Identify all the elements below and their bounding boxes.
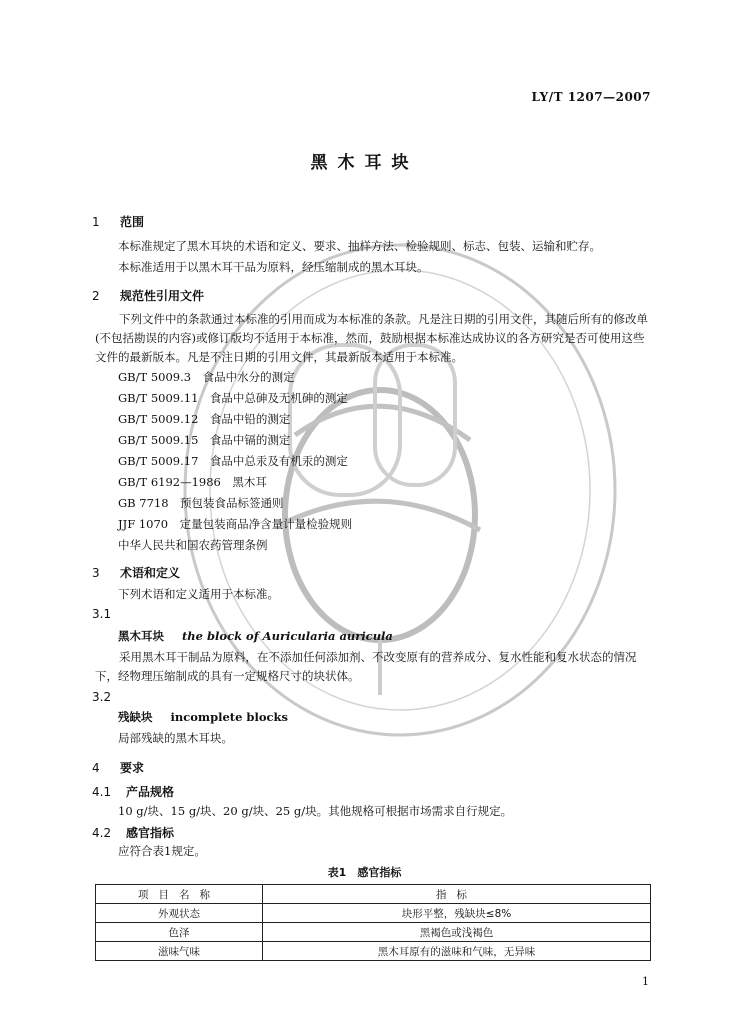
table-header-row xyxy=(96,885,651,904)
reference-item: GB/T 5009.17 食品中总汞及有机汞的测定 xyxy=(118,454,348,468)
sensory-index-table xyxy=(95,884,651,961)
subsection-4-2-heading xyxy=(92,824,174,841)
table-row xyxy=(96,942,651,961)
term-heading xyxy=(118,628,393,644)
subsection-title: 产品规格 xyxy=(126,785,175,799)
section-title: 要求 xyxy=(120,761,145,775)
section-number: 1 xyxy=(92,215,100,229)
term-definition: 局部残缺的黑木耳块。 xyxy=(118,731,233,745)
subsection-title: 感官指标 xyxy=(126,826,175,840)
term-heading xyxy=(118,709,288,725)
table-cell: 黑褐色或浅褐色 xyxy=(263,923,651,942)
paragraph: 10 g/块、15 g/块、20 g/块、25 g/块。其他规格可根据市场需求自行规定。 xyxy=(118,804,513,818)
paragraph: 下列术语和定义适用于本标准。 xyxy=(118,587,279,601)
reference-item: GB/T 6192—1986 黑木耳 xyxy=(118,475,267,489)
table-cell: 色泽 xyxy=(96,923,263,942)
reference-item: GB/T 5009.12 食品中铅的测定 xyxy=(118,412,291,426)
term-english: incomplete blocks xyxy=(170,710,288,724)
clause-number: 3.2 xyxy=(92,690,112,704)
paragraph: 本标准规定了黑木耳块的术语和定义、要求、抽样方法、检验规则、标志、包装、运输和贮存。 xyxy=(118,239,601,253)
section-number: 2 xyxy=(92,289,100,303)
clause-number: 3.1 xyxy=(92,607,112,621)
document-title: 黑木耳块 xyxy=(310,153,419,173)
column-header: 项目名称 xyxy=(96,885,263,904)
section-number: 3 xyxy=(92,566,100,580)
section-number: 4 xyxy=(92,761,100,775)
subsection-number: 4.1 xyxy=(92,785,112,799)
column-header: 指标 xyxy=(263,885,651,904)
subsection-number: 4.2 xyxy=(92,826,112,840)
reference-item: 中华人民共和国农药管理条例 xyxy=(118,538,268,552)
reference-item: JJF 1070 定量包装商品净含量计量检验规则 xyxy=(118,517,353,531)
paragraph: 下列文件中的条款通过本标准的引用而成为本标准的条款。凡是注日期的引用文件，其随后所有的修改单(不包括勘误的内容)或修订版均不适用于本标准，然而，鼓励根据本标准达成协议的各方研究是否可使用这些文件的最新版本。凡是不注日期的引用文件，其最新版本适用于本标准。 xyxy=(95,312,648,364)
table-caption: 表1 感官指标 xyxy=(327,866,402,879)
table-row xyxy=(96,923,651,942)
table-cell: 外观状态 xyxy=(96,904,263,923)
term-english: the block of Auricularia auricula xyxy=(182,629,393,643)
section-1-heading xyxy=(92,213,144,230)
section-title: 术语和定义 xyxy=(120,566,181,580)
reference-item: GB/T 5009.11 食品中总砷及无机砷的测定 xyxy=(118,391,348,405)
reference-item: GB/T 5009.3 食品中水分的测定 xyxy=(118,370,295,384)
term-chinese: 黑木耳块 xyxy=(118,629,164,643)
subsection-4-1-heading xyxy=(92,783,174,800)
paragraph: 应符合表1规定。 xyxy=(118,844,206,858)
section-3-heading xyxy=(92,564,180,581)
table-cell: 块形平整，残缺块≤8% xyxy=(263,904,651,923)
table-cell: 滋味气味 xyxy=(96,942,263,961)
section-title: 规范性引用文件 xyxy=(120,289,205,303)
term-chinese: 残缺块 xyxy=(118,710,153,724)
term-definition: 采用黑木耳干制品为原料，在不添加任何添加剂、不改变原有的营养成分、复水性能和复水状态的情况下，经物理压缩制成的具有一定规格尺寸的块状体。 xyxy=(95,650,637,683)
standard-code: LY/T 1207—2007 xyxy=(531,90,651,104)
table-row xyxy=(96,904,651,923)
page-number: 1 xyxy=(642,975,649,988)
paragraph: 本标准适用于以黑木耳干品为原料，经压缩制成的黑木耳块。 xyxy=(118,260,429,274)
section-title: 范围 xyxy=(120,215,145,229)
reference-item: GB 7718 预包装食品标签通则 xyxy=(118,496,284,510)
table-cell: 黑木耳原有的滋味和气味，无异味 xyxy=(263,942,651,961)
section-4-heading xyxy=(92,759,144,776)
reference-item: GB/T 5009.15 食品中镉的测定 xyxy=(118,433,291,447)
section-2-heading xyxy=(92,287,204,304)
